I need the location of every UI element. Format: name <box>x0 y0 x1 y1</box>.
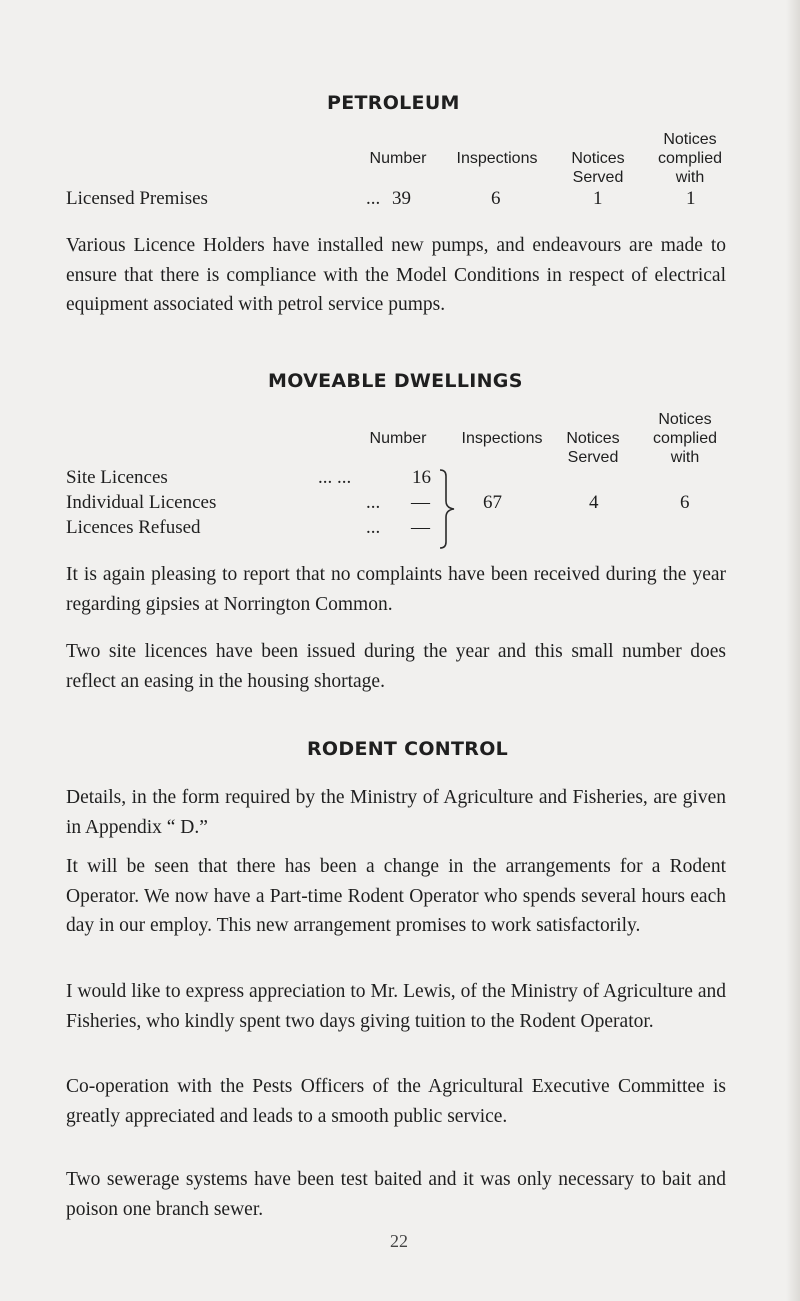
table-row-individual-licences <box>66 492 216 514</box>
table-row-licences-refused <box>66 517 201 539</box>
cell-notices-served: 4 <box>589 492 599 513</box>
cell-notices-complied: 1 <box>686 188 696 209</box>
dwellings-paragraph-1: It is again pleasing to report that no complaints have been received during the year regarding gipsies at Norrington Common. <box>66 564 726 615</box>
col-line: Served <box>567 449 619 466</box>
col-line: complied <box>657 150 723 167</box>
row-leader: ... <box>366 492 381 513</box>
petroleum-col-notices-complied <box>640 130 740 187</box>
cell-notices-complied: 6 <box>680 492 690 513</box>
row-leader: ... ... <box>318 467 352 488</box>
cell-number: — <box>411 492 430 513</box>
cell-notices-served: 1 <box>593 188 603 209</box>
col-line: Served <box>572 169 624 186</box>
row-leader: ... <box>366 517 381 538</box>
row-leader: ... <box>366 188 381 209</box>
col-line: Notices <box>571 150 625 167</box>
rodent-paragraph-4: Co-operation with the Pests Officers of the Agricultural Executive Committee is greatly appreciated and leads to a smooth public service. <box>66 1076 726 1127</box>
right-brace-icon <box>436 468 460 550</box>
page-edge-shadow <box>786 0 800 1301</box>
rodent-paragraph-1: Details, in the form required by the Ministry of Agriculture and Fisheries, are given in Appendix “ D.” <box>66 787 726 838</box>
cell-inspections: 67 <box>483 492 502 513</box>
col-line: with <box>675 169 705 186</box>
rodent-paragraph-2: It will be seen that there has been a change in the arrangements for a Rodent Operator. We now have a Part-time Rodent Operator who spends several hours each day in our employ. This new arrangement promises to work satisfactorily. <box>66 856 726 936</box>
dwellings-col-notices-served <box>553 429 633 467</box>
dwellings-col-notices-complied <box>635 410 735 467</box>
petroleum-heading: PETROLEUM <box>327 92 460 114</box>
dwellings-paragraph-2: Two site licences have been issued during the year and this small number does reflect an easing in the housing shortage. <box>66 641 726 692</box>
row-label: Site Licences <box>66 467 168 488</box>
col-line: Notices <box>566 430 620 447</box>
petroleum-paragraph: Various Licence Holders have installed new pumps, and endeavours are made to ensure that there is compliance with the Model Conditions in respect of electrical equipment associated with petrol service pumps. <box>66 235 726 315</box>
cell-number: 16 <box>412 467 431 488</box>
page-number: 22 <box>390 1231 408 1251</box>
dwellings-col-inspections: Inspections <box>461 430 543 447</box>
petroleum-col-inspections: Inspections <box>456 150 538 167</box>
row-label: Licensed Premises <box>66 188 208 209</box>
col-line: Notices <box>663 131 717 148</box>
dwellings-col-number: Number <box>369 430 427 447</box>
petroleum-col-number: Number <box>369 150 427 167</box>
rodent-control-heading: RODENT CONTROL <box>307 738 509 760</box>
col-line: complied <box>652 430 718 447</box>
row-label: Individual Licences <box>66 492 217 513</box>
rodent-paragraph-5: Two sewerage systems have been test baited and it was only necessary to bait and poison one branch sewer. <box>66 1169 726 1220</box>
moveable-dwellings-heading: MOVEABLE DWELLINGS <box>268 370 523 392</box>
table-row-site-licences <box>66 467 168 489</box>
col-line: with <box>670 449 700 466</box>
cell-inspections: 6 <box>491 188 501 209</box>
cell-number: — <box>411 517 430 538</box>
petroleum-col-notices-served <box>558 149 638 187</box>
rodent-paragraph-3: I would like to express appreciation to Mr. Lewis, of the Ministry of Agriculture and Fisheries, who kindly spent two days giving tuition to the Rodent Operator. <box>66 981 726 1032</box>
table-row-licensed-premises <box>66 188 208 210</box>
row-label: Licences Refused <box>66 517 201 538</box>
col-line: Notices <box>658 411 712 428</box>
cell-number: 39 <box>392 188 411 209</box>
